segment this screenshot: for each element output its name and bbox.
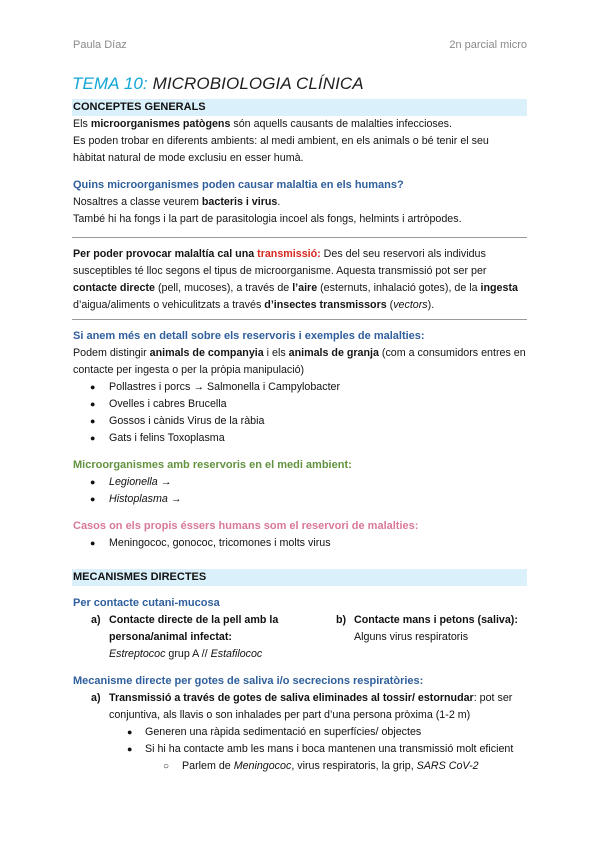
divider <box>72 237 527 238</box>
text-span: animals de granja <box>288 347 379 359</box>
text-span: animals de companyia <box>149 347 264 359</box>
item-a-line: Contacte directe de la pell amb la <box>109 614 279 626</box>
text-span: (esternuts, inhalació gotes), de la <box>317 282 481 294</box>
text-span: Transmissió a través de gotes de saliva eliminades al tossir/ estornudar <box>109 692 474 704</box>
list-item: Histoplasma → <box>109 493 182 505</box>
list-marker-b: b) <box>336 614 347 626</box>
bullet-icon: ● <box>90 494 96 504</box>
list-item: Meningococ, gonococ, tricomones i molts virus <box>109 537 331 549</box>
text-span: ingesta <box>480 282 518 294</box>
text-span: (pell, mucoses), a través de <box>154 282 293 294</box>
list-item: Ovelles i cabres Brucella <box>109 398 227 410</box>
text-span: Podem distingir <box>73 347 150 359</box>
paragraph-line: susceptibles té lloc segons el tipus de microorganisme. Aquesta transmissió pot ser per <box>73 265 487 277</box>
text-span: són aquells causants de malalties infeccioses. <box>230 118 452 130</box>
list-item: Si hi ha contacte amb les mans i boca mantenen una transmissió molt eficient <box>145 743 514 755</box>
list-marker-a: a) <box>91 692 101 704</box>
text-span: Meningococ <box>233 760 292 772</box>
bullet-icon: ● <box>90 433 96 443</box>
text-span: (com a consumidors entres en <box>378 347 526 359</box>
text-span: , virus respiratoris, la grip, <box>291 760 417 772</box>
bullet-icon: ● <box>127 727 133 737</box>
text-span: Nosaltres a classe veurem <box>73 196 202 208</box>
subheading-saliva: Mecanisme directe per gotes de saliva i/o secrecions respiratòries: <box>73 675 424 687</box>
text-span: ). <box>427 299 435 311</box>
subheading-cutani: Per contacte cutani-mucosa <box>73 597 220 609</box>
list-item: Gossos i cànids Virus de la ràbia <box>109 415 265 427</box>
text-span: bacteris i virus <box>201 196 278 208</box>
text-span: Parlem de <box>182 760 234 772</box>
paragraph-line <box>73 280 533 297</box>
section-heading-mecanismes: MECANISMES DIRECTES <box>72 569 527 586</box>
item-b-line: Alguns virus respiratoris <box>354 631 469 643</box>
item-b-line: Contacte mans i petons (saliva): <box>354 614 518 626</box>
bullet-icon: ● <box>90 477 96 487</box>
bullet-icon: ● <box>127 744 133 754</box>
list-marker-a: a) <box>91 614 101 626</box>
text-span: . <box>277 196 281 208</box>
subheading-quins: Quins microorganismes poden causar malaltia en els humans? <box>73 179 404 191</box>
text-span: Els <box>73 118 91 130</box>
text-span: i els <box>263 347 289 359</box>
text-span: d’aigua/aliments o vehiculitzats a través <box>73 299 265 311</box>
paragraph-line: També hi ha fongs i la part de parasitologia incoel als fongs, helmints i artròpodes. <box>73 213 462 225</box>
text-span: Estreptococ <box>109 648 166 660</box>
text-span: Per poder provocar malaltía cal una <box>73 248 258 260</box>
text-span: grup A // <box>165 648 211 660</box>
text-span: d’insectes transmissors <box>264 299 387 311</box>
title-prefix: TEMA 10: <box>72 74 148 93</box>
text-span: l’aire <box>292 282 318 294</box>
list-item: Legionella → <box>109 476 172 488</box>
text-span: Des del seu reservori als individus <box>320 248 486 260</box>
text-span: vectors <box>393 299 428 311</box>
section-heading-conceptes: CONCEPTES GENERALS <box>72 99 527 116</box>
bullet-icon: ● <box>90 399 96 409</box>
text-span: transmissió: <box>257 248 321 260</box>
paragraph-line: hàbitat natural de mode exclusiu en esser humà. <box>73 152 304 164</box>
header-subject: 2n parcial micro <box>449 39 527 51</box>
item-a-line: persona/animal infectat: <box>109 631 232 643</box>
item-saliva-line: conjuntiva, als llavis o son inhalades per part d’una persona pròxima (1-2 m) <box>109 709 471 721</box>
list-item: Pollastres i porcs → Salmonella i Campylobacter <box>109 381 341 393</box>
list-item: Gats i felins Toxoplasma <box>109 432 225 444</box>
divider <box>72 319 527 320</box>
item-a-line <box>109 646 262 663</box>
bullet-icon: ● <box>90 416 96 426</box>
text-span: : pot ser <box>473 692 513 704</box>
paragraph-line: Es poden trobar en diferents ambients: al medi ambient, en els animals o bé tenir el seu <box>73 135 489 147</box>
paragraph-line <box>73 194 533 211</box>
subheading-medi: Microorganismes amb reservoris en el medi ambient: <box>73 459 352 471</box>
text-span: ( <box>386 299 394 311</box>
text-span: SARS CoV-2 <box>416 760 479 772</box>
list-item <box>182 758 479 775</box>
paragraph-line <box>73 246 533 263</box>
subheading-humans: Casos on els propis éssers humans som el reservori de malalties: <box>73 520 419 532</box>
circle-bullet-icon: ○ <box>163 761 170 772</box>
text-span: Estafilococ <box>210 648 263 660</box>
item-saliva-line <box>109 690 512 707</box>
paragraph-line <box>73 116 533 133</box>
paragraph-line <box>73 297 533 314</box>
text-span: contacte directe <box>73 282 155 294</box>
subheading-reservoris: Si anem més en detall sobre els reservoris i exemples de malalties: <box>73 330 425 342</box>
paragraph-line: contacte per ingesta o per la pròpia manipulació) <box>73 364 305 376</box>
bullet-icon: ● <box>90 538 96 548</box>
page-title <box>72 74 364 94</box>
bullet-icon: ● <box>90 382 96 392</box>
paragraph-line <box>73 345 533 362</box>
list-item: Generen una ràpida sedimentació en superfícies/ objectes <box>145 726 422 738</box>
text-span: microorganismes patògens <box>90 118 231 130</box>
title-text: MICROBIOLOGIA CLÍNICA <box>147 74 364 93</box>
header-author: Paula Díaz <box>73 39 127 51</box>
